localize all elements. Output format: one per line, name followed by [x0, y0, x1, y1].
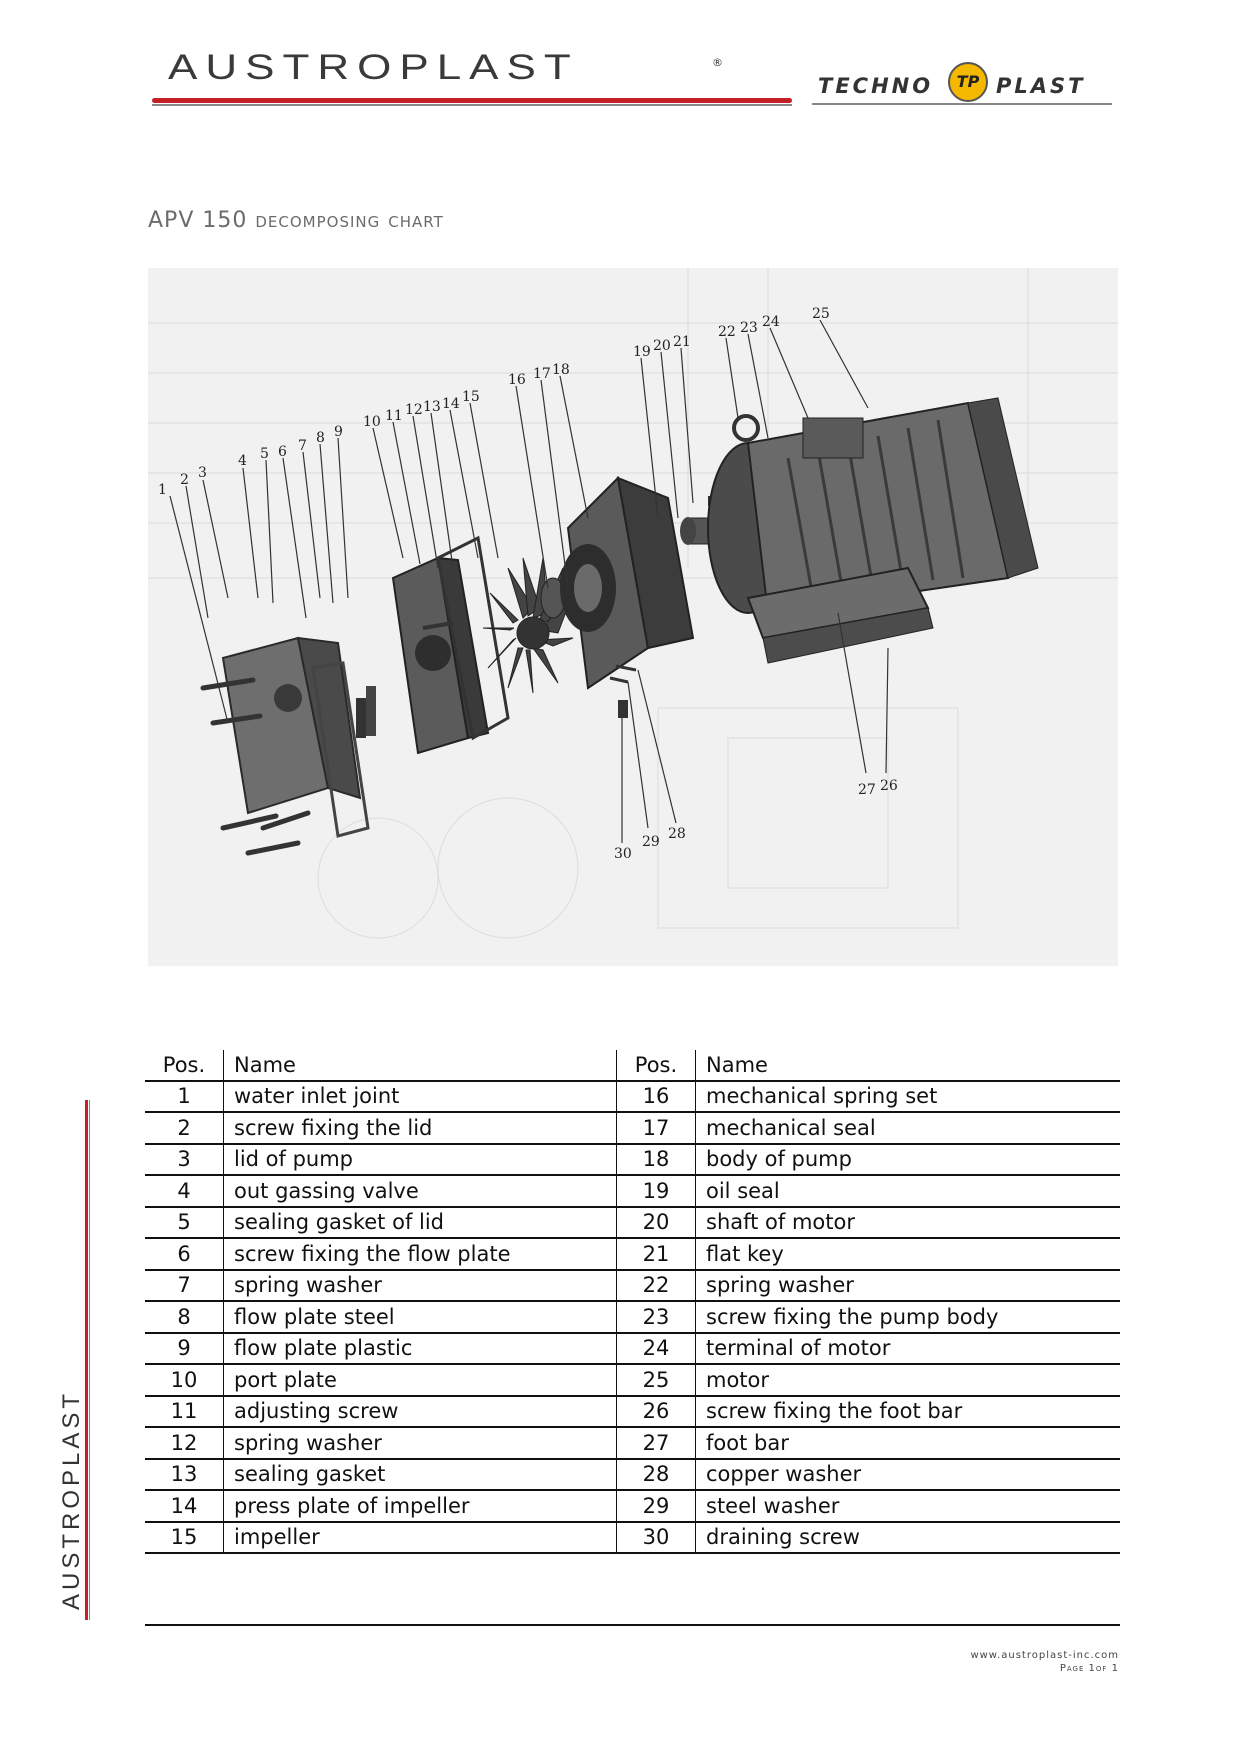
name-cell: sealing gasket: [224, 1459, 617, 1491]
pos-cell: 24: [617, 1333, 696, 1365]
callout-12: 12: [405, 402, 423, 418]
port-plate-shape: [393, 558, 488, 753]
name-cell: screw fixing the flow plate: [224, 1238, 617, 1270]
pos-cell: 7: [145, 1270, 224, 1302]
name-cell: flow plate plastic: [224, 1333, 617, 1365]
table-row: [145, 1490, 1120, 1522]
pos-cell: 16: [617, 1081, 696, 1113]
name-cell: flat key: [696, 1238, 1121, 1270]
pos-cell: 19: [617, 1175, 696, 1207]
pos-cell: 30: [617, 1522, 696, 1554]
callout-8: 8: [316, 430, 325, 446]
side-grey-line: [89, 1100, 90, 1620]
registered-mark: ®: [712, 56, 723, 69]
austroplast-logo: AUSTROPLAST: [168, 48, 579, 88]
technoplast-underline: [812, 103, 1112, 105]
callout-25: 25: [812, 306, 830, 322]
pos-cell: 2: [145, 1112, 224, 1144]
header-name-right: Name: [696, 1050, 1121, 1081]
name-cell: flow plate steel: [224, 1301, 617, 1333]
table-row: [145, 1333, 1120, 1365]
callout-10: 10: [363, 414, 381, 430]
technoplast-logo-techno: TECHNO: [818, 74, 934, 98]
name-cell: steel washer: [696, 1490, 1121, 1522]
pos-cell: 29: [617, 1490, 696, 1522]
name-cell: copper washer: [696, 1459, 1121, 1491]
callout-11: 11: [385, 408, 403, 424]
pos-cell: 18: [617, 1144, 696, 1176]
callout-7: 7: [298, 438, 307, 454]
callout-4: 4: [238, 453, 247, 469]
pos-cell: 10: [145, 1364, 224, 1396]
name-cell: spring washer: [224, 1427, 617, 1459]
callout-26: 26: [880, 778, 898, 794]
pos-cell: 9: [145, 1333, 224, 1365]
logo-red-underline: [152, 98, 792, 103]
name-cell: draining screw: [696, 1522, 1121, 1554]
callout-3: 3: [198, 465, 207, 481]
table-row: [145, 1459, 1120, 1491]
name-cell: press plate of impeller: [224, 1490, 617, 1522]
table-row: [145, 1238, 1120, 1270]
callout-17: 17: [533, 366, 551, 382]
name-cell: screw fixing the foot bar: [696, 1396, 1121, 1428]
name-cell: water inlet joint: [224, 1081, 617, 1113]
pos-cell: 21: [617, 1238, 696, 1270]
name-cell: oil seal: [696, 1175, 1121, 1207]
callout-16: 16: [508, 372, 526, 388]
callout-14: 14: [442, 396, 460, 412]
table-row: [145, 1207, 1120, 1239]
name-cell: shaft of motor: [696, 1207, 1121, 1239]
name-cell: mechanical seal: [696, 1112, 1121, 1144]
technoplast-logo-plast: PLAST: [996, 74, 1086, 98]
pump-body-shape: [541, 478, 693, 688]
name-cell: motor: [696, 1364, 1121, 1396]
pos-cell: 15: [145, 1522, 224, 1554]
pos-cell: 11: [145, 1396, 224, 1428]
pos-cell: 5: [145, 1207, 224, 1239]
pos-cell: 26: [617, 1396, 696, 1428]
callout-19: 19: [633, 344, 651, 360]
name-cell: screw fixing the pump body: [696, 1301, 1121, 1333]
callout-6: 6: [278, 444, 287, 460]
table-row: [145, 1270, 1120, 1302]
page-title: APV 150 decomposing chart: [148, 208, 444, 233]
callout-15: 15: [462, 389, 480, 405]
table-row: [145, 1175, 1120, 1207]
callout-29: 29: [642, 834, 660, 850]
footer-url: www.austroplast-inc.com: [970, 1650, 1119, 1661]
callout-28: 28: [668, 826, 686, 842]
callout-9: 9: [334, 424, 343, 440]
parts-table: [145, 1050, 1120, 1554]
header-pos-right: Pos.: [617, 1050, 696, 1081]
pos-cell: 20: [617, 1207, 696, 1239]
name-cell: sealing gasket of lid: [224, 1207, 617, 1239]
pos-cell: 28: [617, 1459, 696, 1491]
footer-divider: [145, 1624, 1120, 1626]
callout-21: 21: [673, 334, 691, 350]
callout-18: 18: [552, 362, 570, 378]
name-cell: body of pump: [696, 1144, 1121, 1176]
table-row: [145, 1301, 1120, 1333]
callout-20: 20: [653, 338, 671, 354]
footer-page-number: Page 1of 1: [1059, 1663, 1119, 1674]
name-cell: spring washer: [224, 1270, 617, 1302]
table-row: [145, 1081, 1120, 1113]
callout-2: 2: [180, 472, 189, 488]
tp-badge-icon: TP: [948, 62, 988, 102]
callout-22: 22: [718, 324, 736, 340]
table-row: [145, 1522, 1120, 1554]
pos-cell: 25: [617, 1364, 696, 1396]
pos-cell: 6: [145, 1238, 224, 1270]
name-cell: terminal of motor: [696, 1333, 1121, 1365]
pos-cell: 14: [145, 1490, 224, 1522]
pos-cell: 12: [145, 1427, 224, 1459]
side-austroplast-logo: AUSTROPLAST: [58, 1389, 85, 1610]
pos-cell: 27: [617, 1427, 696, 1459]
name-cell: mechanical spring set: [696, 1081, 1121, 1113]
name-cell: screw fixing the lid: [224, 1112, 617, 1144]
pos-cell: 23: [617, 1301, 696, 1333]
name-cell: out gassing valve: [224, 1175, 617, 1207]
pos-cell: 13: [145, 1459, 224, 1491]
logo-grey-underline: [152, 104, 792, 106]
exploded-view-diagram: [148, 268, 1118, 966]
callout-13: 13: [423, 399, 441, 415]
pos-cell: 1: [145, 1081, 224, 1113]
callout-27: 27: [858, 782, 876, 798]
callout-1: 1: [158, 482, 167, 498]
table-header-row: [145, 1050, 1120, 1081]
name-cell: spring washer: [696, 1270, 1121, 1302]
callout-24: 24: [762, 314, 780, 330]
header-name-left: Name: [224, 1050, 617, 1081]
pos-cell: 8: [145, 1301, 224, 1333]
name-cell: lid of pump: [224, 1144, 617, 1176]
pos-cell: 22: [617, 1270, 696, 1302]
table-row: [145, 1364, 1120, 1396]
header-pos-left: Pos.: [145, 1050, 224, 1081]
table-row: [145, 1112, 1120, 1144]
name-cell: foot bar: [696, 1427, 1121, 1459]
table-row: [145, 1396, 1120, 1428]
name-cell: adjusting screw: [224, 1396, 617, 1428]
callout-23: 23: [740, 320, 758, 336]
callout-5: 5: [260, 446, 269, 462]
table-row: [145, 1427, 1120, 1459]
name-cell: impeller: [224, 1522, 617, 1554]
pos-cell: 3: [145, 1144, 224, 1176]
pos-cell: 4: [145, 1175, 224, 1207]
name-cell: port plate: [224, 1364, 617, 1396]
motor-shape: [708, 398, 1038, 663]
table-row: [145, 1144, 1120, 1176]
exploded-view-drawing: [148, 268, 1118, 966]
callout-30: 30: [614, 846, 632, 862]
pos-cell: 17: [617, 1112, 696, 1144]
